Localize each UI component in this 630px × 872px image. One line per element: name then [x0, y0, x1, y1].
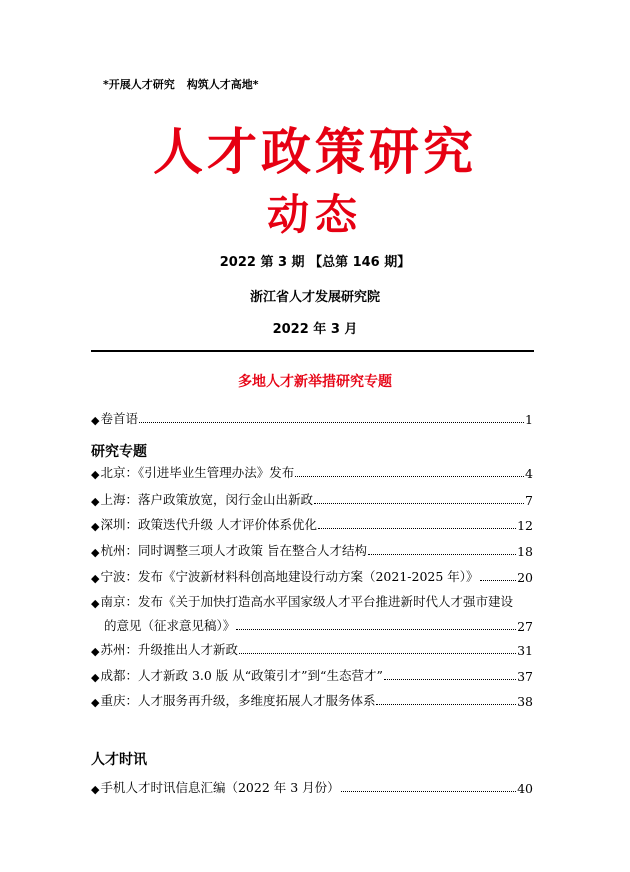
- publication-date: 2022 年 3 月: [272, 322, 358, 337]
- toc-item[interactable]: [91, 664, 533, 684]
- diamond-bullet-icon: ◆: [91, 783, 100, 796]
- diamond-bullet-icon: ◆: [91, 414, 100, 427]
- diamond-bullet-icon: ◆: [91, 546, 100, 559]
- diamond-bullet-icon: ◆: [91, 671, 100, 684]
- toc-page-number: 38: [517, 694, 533, 709]
- toc-label: 宁波：发布《宁波新材料科创高地建设行动方案（2021-2025 年）》: [100, 569, 479, 584]
- divider-rule: [91, 350, 534, 352]
- topic-heading: 多地人才新举措研究专题: [238, 374, 392, 390]
- toc-page-number: 20: [517, 570, 533, 585]
- journal-title: 人才政策研究: [153, 122, 477, 181]
- toc-page-number: 7: [525, 493, 533, 508]
- issue-number: 2022 第 3 期 【总第 146 期】: [219, 255, 411, 270]
- diamond-bullet-icon: ◆: [91, 597, 100, 610]
- toc-label: 手机人才时讯信息汇编（2022 年 3 月份）: [100, 780, 340, 795]
- dot-leader: [314, 502, 524, 504]
- dot-leader: [318, 527, 516, 529]
- toc-label: 苏州：升级推出人才新政: [100, 642, 238, 657]
- dot-leader: [295, 475, 524, 477]
- toc-page-number: 18: [517, 544, 533, 559]
- toc-label: 杭州：同时调整三项人才政策 旨在整合人才结构: [100, 543, 367, 558]
- section-heading-news: 人才时讯: [91, 752, 147, 768]
- dot-leader: [376, 703, 516, 705]
- organization-name: 浙江省人才发展研究院: [249, 290, 380, 305]
- section-heading-research: 研究专题: [91, 444, 147, 460]
- diamond-bullet-icon: ◆: [91, 520, 100, 533]
- toc-page-number: 27: [517, 619, 533, 634]
- dot-leader: [341, 790, 516, 792]
- dot-leader: [384, 678, 516, 680]
- slogan-part2: 构筑人才高地*: [186, 78, 259, 91]
- slogan-part1: *开展人才研究: [103, 78, 175, 91]
- toc-item[interactable]: [91, 461, 533, 481]
- toc-item[interactable]: [91, 638, 533, 658]
- dot-leader: [139, 421, 524, 423]
- toc-page-number: 40: [517, 781, 533, 796]
- diamond-bullet-icon: ◆: [91, 645, 100, 658]
- dot-leader: [368, 553, 516, 555]
- toc-page-number: 37: [517, 669, 533, 684]
- toc-item[interactable]: [91, 488, 533, 508]
- toc-page-number: 4: [525, 466, 533, 481]
- toc-label: 南京：发布《关于加快打造高水平国家级人才平台推进新时代人才强市建设: [100, 594, 513, 609]
- toc-item[interactable]: [91, 539, 533, 559]
- toc-item[interactable]: [91, 513, 533, 533]
- toc-page-number: 1: [525, 412, 533, 427]
- toc-page-number: 12: [517, 518, 533, 533]
- dot-leader: [480, 579, 517, 581]
- toc-label: 北京：《引进毕业生管理办法》发布: [100, 465, 295, 480]
- slogan: [103, 76, 259, 92]
- toc-item[interactable]: [91, 590, 533, 610]
- toc-label: 卷首语: [100, 411, 138, 426]
- diamond-bullet-icon: ◆: [91, 696, 100, 709]
- toc-item-preface[interactable]: [91, 407, 533, 427]
- toc-label: 深圳：政策迭代升级 人才评价体系优化: [100, 517, 317, 532]
- dot-leader: [239, 652, 516, 654]
- diamond-bullet-icon: ◆: [91, 468, 100, 481]
- diamond-bullet-icon: ◆: [91, 495, 100, 508]
- dot-leader: [236, 628, 516, 630]
- toc-page-number: 31: [517, 643, 533, 658]
- toc-item[interactable]: [91, 689, 533, 709]
- toc-label: 成都：人才新政 3.0 版 从“政策引才”到“生态营才”: [100, 668, 383, 683]
- toc-item[interactable]: [91, 776, 533, 796]
- toc-label-continued: 的意见（征求意见稿）》: [104, 618, 236, 633]
- toc-item[interactable]: [91, 565, 533, 585]
- journal-title-line2: 动态: [266, 190, 363, 239]
- toc-label: 重庆：人才服务再升级，多维度拓展人才服务体系: [100, 693, 376, 708]
- toc-label: 上海：落户政策放宽，闵行金山出新政: [100, 492, 313, 507]
- toc-item-continuation[interactable]: [104, 614, 533, 634]
- diamond-bullet-icon: ◆: [91, 572, 100, 585]
